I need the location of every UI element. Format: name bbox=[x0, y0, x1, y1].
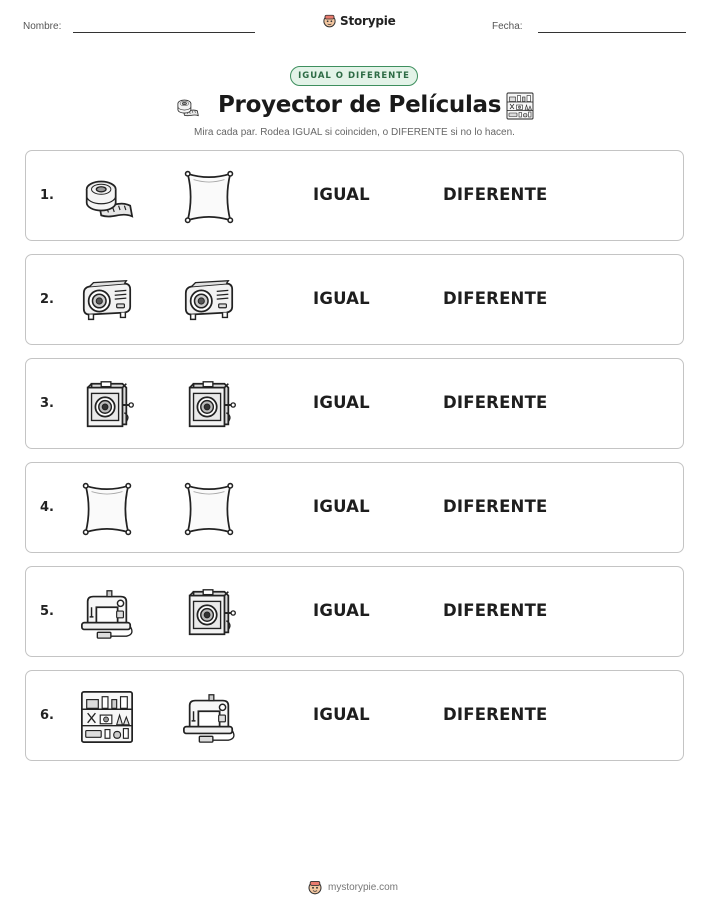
option-diferente[interactable]: DIFERENTE bbox=[443, 185, 548, 204]
projector-icon bbox=[180, 272, 238, 330]
speaker-box-icon bbox=[78, 376, 136, 434]
date-field[interactable] bbox=[538, 32, 686, 33]
question-number: 3. bbox=[40, 396, 54, 411]
instructions: Mira cada par. Rodea IGUAL si coinciden, o DIFERENTE si no lo hacen. bbox=[194, 127, 515, 138]
sewing-machine-icon bbox=[180, 688, 238, 746]
tool-shelf-icon bbox=[78, 688, 136, 746]
option-igual[interactable]: IGUAL bbox=[313, 289, 370, 308]
question-row bbox=[25, 358, 684, 449]
brand-logo bbox=[322, 13, 396, 28]
footer bbox=[307, 879, 398, 895]
projector-icon bbox=[78, 272, 136, 330]
projection-screen-icon bbox=[180, 168, 238, 226]
question-number: 2. bbox=[40, 292, 54, 307]
projection-screen-icon bbox=[180, 480, 238, 538]
option-igual[interactable]: IGUAL bbox=[313, 497, 370, 516]
storypie-mascot-icon bbox=[322, 13, 337, 28]
date-label: Fecha: bbox=[492, 21, 523, 32]
question-row bbox=[25, 566, 684, 657]
film-reel-icon bbox=[172, 94, 202, 120]
option-diferente[interactable]: DIFERENTE bbox=[443, 497, 548, 516]
speaker-box-icon bbox=[180, 584, 238, 642]
projection-screen-icon bbox=[78, 480, 136, 538]
tool-shelf-icon bbox=[505, 91, 535, 121]
option-diferente[interactable]: DIFERENTE bbox=[443, 601, 548, 620]
brand-name: Storypie bbox=[340, 13, 396, 28]
title-row bbox=[0, 90, 709, 126]
option-diferente[interactable]: DIFERENTE bbox=[443, 705, 548, 724]
film-reel-icon bbox=[78, 168, 136, 226]
speaker-box-icon bbox=[180, 376, 238, 434]
storypie-mascot-icon bbox=[307, 879, 323, 895]
question-row bbox=[25, 462, 684, 553]
question-number: 1. bbox=[40, 188, 54, 203]
option-diferente[interactable]: DIFERENTE bbox=[443, 289, 548, 308]
footer-site-link[interactable]: mystorypie.com bbox=[328, 881, 399, 893]
option-diferente[interactable]: DIFERENTE bbox=[443, 393, 548, 412]
question-number: 6. bbox=[40, 708, 54, 723]
option-igual[interactable]: IGUAL bbox=[313, 393, 370, 412]
name-label: Nombre: bbox=[23, 21, 62, 32]
question-number: 4. bbox=[40, 500, 54, 515]
question-number: 5. bbox=[40, 604, 54, 619]
name-field[interactable] bbox=[73, 32, 255, 33]
option-igual[interactable]: IGUAL bbox=[313, 185, 370, 204]
sewing-machine-icon bbox=[78, 584, 136, 642]
question-row bbox=[25, 254, 684, 345]
question-row bbox=[25, 150, 684, 241]
option-igual[interactable]: IGUAL bbox=[313, 705, 370, 724]
option-igual[interactable]: IGUAL bbox=[313, 601, 370, 620]
question-row bbox=[25, 670, 684, 761]
page-title: Proyector de Películas bbox=[218, 92, 502, 118]
activity-type-badge: IGUAL O DIFERENTE bbox=[290, 66, 418, 86]
